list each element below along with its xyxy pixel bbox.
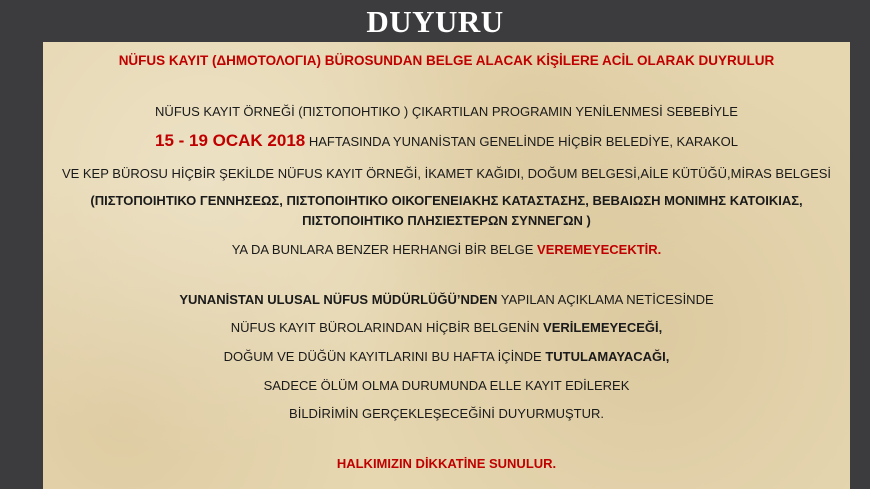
announcement-title: DUYURU (366, 4, 504, 39)
p2-line3-bold: TUTULAMAYACAĞI, (545, 349, 670, 364)
p1-line1: NÜFUS KAYIT ÖRNEĞİ (ΠΙΣΤΟΠΟΗΤΙΚΟ ) ÇIKARTILAN PROGRAMIN YENİLENMESİ SEBEBİYLE (155, 104, 738, 119)
will-not-issue: VEREMEYECEKTİR. (537, 242, 662, 257)
p1-line3: VE KEP BÜROSU HİÇBİR ŞEKİLDE NÜFUS KAYIT ÖRNEĞİ, İKAMET KAĞIDI, DOĞUM BELGESİ,AİLE KÜTÜĞÜ,MİRAS BELGESİ (61, 166, 832, 181)
p2-line1-rest: YAPILAN AÇIKLAMA NETİCESİNDE (497, 292, 714, 307)
p1-line6-start: YA DA BUNLARA BENZER HERHANGİ BİR BELGE (231, 242, 538, 257)
p2-line3 (43, 349, 850, 364)
p1-line2 (43, 131, 850, 151)
p1-line2-rest: HAFTASINDA YUNANİSTAN GENELİNDE HİÇBİR BELEDİYE, KARAKOL (305, 134, 738, 149)
p2-line5: BİLDİRİMİN GERÇEKLEŞECEĞİNİ DUYURMUŞTUR. (289, 406, 604, 421)
p2-line2-bold: VERİLEMEYECEĞİ, (543, 320, 663, 335)
headline: NÜFUS KAYIT (ΔΗΜΟΤΟΛΟΓΙΑ) BÜROSUNDAN BELGE ALACAK KİŞİLERE ACİL OLARAK DUYRULUR (118, 53, 775, 68)
date-range: 15 - 19 OCAK 2018 (155, 131, 306, 150)
greek-line2: ΠΙΣΤΟΠΟΙΗΤΙΚΟ ΠΛΗΣΙΕΣΤΕΡΩΝ ΣΥΝΝΕΓΩΝ ) (302, 213, 591, 228)
closing-line: HALKIMIZIN DİKKATİNE SUNULUR. (336, 456, 557, 471)
greek-line1: (ΠΙΣΤΟΠΟΙΗΤΙΚΟ ΓΕΝΝΗΣΕΩΣ, ΠΙΣΤΟΠΟΙΗΤΙΚΟ ΟΙΚΟΓΕΝΕΙΑΚΗΣ ΚΑΤΑΣΤΑΣΗΣ, ΒΕΒΑΙΩΣΗ ΜΟΝΙΜΗΣ ΚΑΤΟΙΚΙΑΣ, (90, 193, 803, 208)
p2-line2-start: NÜFUS KAYIT BÜROLARINDAN HİÇBİR BELGENİN (230, 320, 544, 335)
ministry-name: YUNANİSTAN ULUSAL NÜFUS MÜDÜRLÜĞÜ’NDEN (179, 292, 498, 307)
announcement-paper (43, 42, 850, 489)
p2-line3-start: DOĞUM VE DÜĞÜN KAYITLARINI BU HAFTA İÇİNDE (223, 349, 546, 364)
p2-line1 (43, 292, 850, 307)
p2-line2 (43, 320, 850, 335)
p2-line4: SADECE ÖLÜM OLMA DURUMUNDA ELLE KAYIT EDİLEREK (263, 378, 630, 393)
p1-line6 (43, 242, 850, 257)
